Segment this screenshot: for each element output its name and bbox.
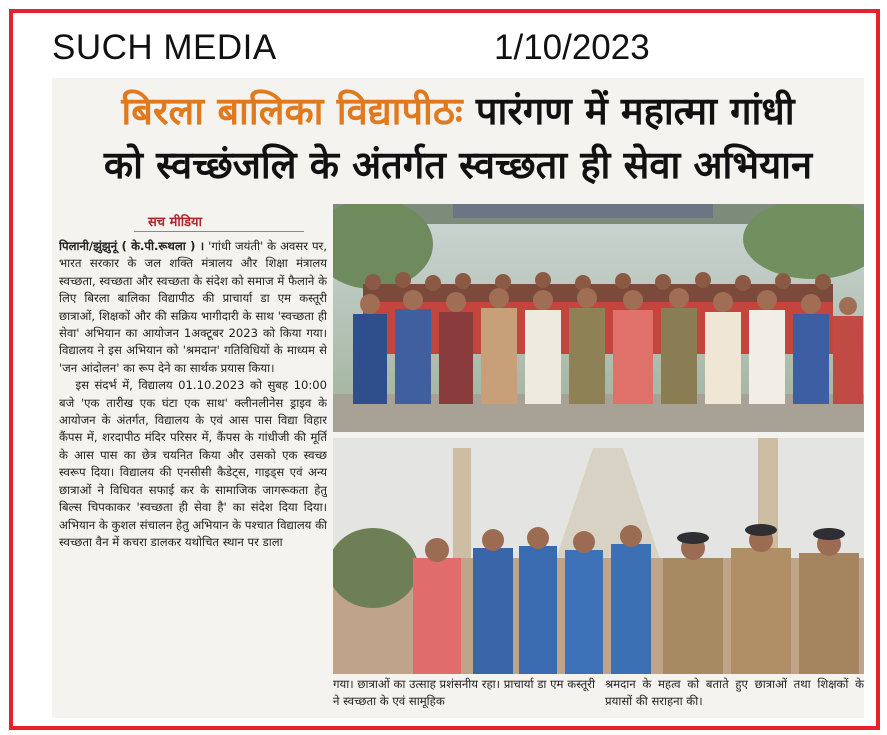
cadets-photo [333,438,864,674]
headline-text-part: पारंगण में महात्मा गांधी [475,89,795,133]
headline-line-1 [52,88,864,134]
paragraph-2-text: इस संदर्भ में, विद्यालय 01.10.2023 को सुबह 10:00 बजे 'एक तारीख एक घंटा एक साथ' क्लीनलीनेस ड्राइव के आयोजन के अंतर्गत, विद्यालय के एवं आस पास विद्या विहार कैंपस में, शरदापीठ मंदिर परिसर में, कैंपस के गांधीजी की मूर्ति के आस पास का छेत्र चयनित किया और उसको एक स्वच्छ स्वरूप दिया। विद्यालय की एनसीसी कैडेट्स, गाइड्स एवं अन्य छात्राओं ने विधिवत सफाई कर के सामाजिक जागरूकता हेतु बिल्स चिपकाकर 'स्वच्छता ही सेवा है' का संदेश दिया दिया। अभियान के कुशल संचालन हेतु अभियान के पश्चात विद्यालय की स्वच्छता वैन में कचरा डालकर यथोचित स्थान पर डाला [59,378,327,549]
group-photo [333,204,864,432]
media-source-label: SUCH MEDIA [52,28,277,67]
newspaper-clipping [52,78,864,718]
headline-line-2: को स्वच्छंजलि के अंतर्गत स्वच्छता ही सेवा अभियान [103,143,813,187]
clipping-header [52,24,852,72]
caption-right: श्रमदान के महत्व को बताते हुए छात्राओं तथा शिक्षकों के प्रयासों की सराहना की। [605,677,864,709]
paragraph-2 [59,377,327,551]
paragraph-1 [59,238,327,377]
headline-school-name: बिरला बालिका विद्यापीठः [121,89,463,133]
byline-rule [134,231,304,232]
publication-date: 1/10/2023 [494,28,650,67]
byline [134,210,334,232]
byline-text: सच मीडिया [148,215,202,230]
caption-left: गया। छात्राओं का उत्साह प्रशंसनीय रहा। प्राचार्या डा एम कस्तूरी ने स्वच्छता के एवं सामूहिक [333,677,595,709]
article-body [59,238,327,716]
paragraph-1-text: 'गांधी जयंती' के अवसर पर, भारत सरकार के जल शक्ति मंत्रालय और शिक्षा मंत्रालय स्वच्छता, स्वच्छता और स्वच्छता के संदेश को समाज में फैलाने के लिए बिरला बालिका विद्यापीठ की प्राचार्या डा एम कस्तूरी छात्राओं, शिक्षकों और की सक्रिय भागीदारी के साथ 'स्वच्छता ही सेवा' अभियान का आयोजन 1अक्टूबर 2023 को किया गया। विद्यालय ने इस अभियान को 'श्रमदान' गतिविधियों के माध्यम से 'जन आंदोलन' का रूप देने का सार्थक प्रयास किया। [59,239,327,375]
dateline: पिलानी/झुंझुनूं ( के.पी.रूथला ) । [59,239,205,253]
